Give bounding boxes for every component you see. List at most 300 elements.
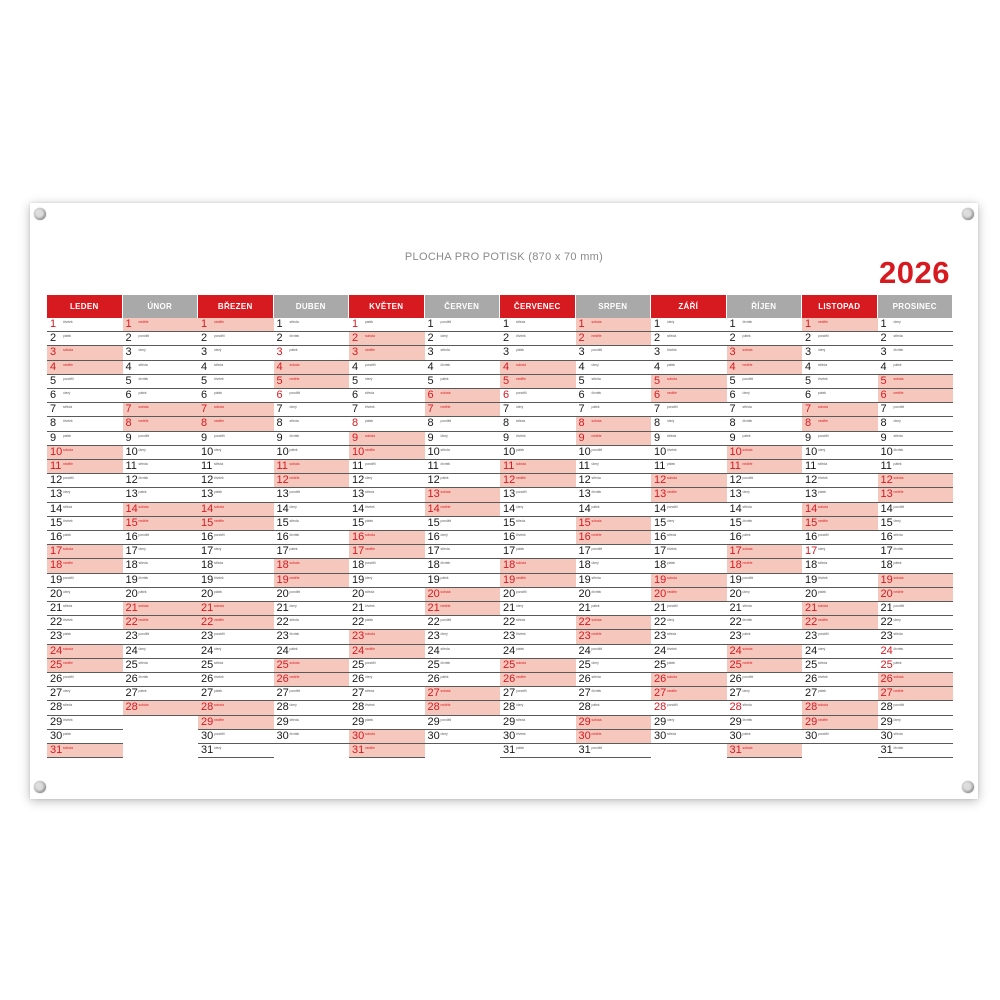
- day-number: 18: [427, 559, 440, 572]
- weekday-name: sobota: [138, 504, 149, 509]
- weekday-name: neděle: [591, 533, 602, 537]
- day-row: [802, 616, 878, 630]
- day-row: [198, 375, 274, 389]
- day-row: [198, 446, 274, 460]
- weekday-name: pátek: [516, 447, 525, 452]
- weekday-name: středa: [289, 618, 299, 623]
- day-number: 1: [427, 318, 434, 330]
- day-number: 20: [201, 587, 214, 600]
- day-number: 25: [201, 658, 214, 671]
- day-row: [47, 361, 123, 375]
- day-row: [198, 332, 274, 346]
- weekday-name: středa: [214, 362, 224, 367]
- day-number: 6: [50, 389, 57, 401]
- weekday-name: neděle: [289, 675, 300, 679]
- day-row: [727, 730, 803, 744]
- weekday-name: úterý: [516, 504, 524, 509]
- weekday-name: neděle: [667, 689, 677, 694]
- day-number: 23: [880, 630, 893, 643]
- day-number: 19: [729, 573, 742, 586]
- day-number: 9: [125, 431, 132, 444]
- day-number: 20: [427, 587, 440, 600]
- day-row: [47, 687, 123, 701]
- weekday-name: čtvrtek: [63, 618, 73, 623]
- day-number: 9: [50, 431, 57, 444]
- day-row: [576, 517, 652, 531]
- day-row: [123, 432, 199, 446]
- day-number: 9: [578, 431, 585, 444]
- weekday-name: pondělí: [893, 504, 905, 509]
- day-number: 8: [880, 417, 887, 430]
- weekday-name: neděle: [516, 476, 526, 481]
- month-column: [878, 295, 954, 761]
- weekday-name: pátek: [591, 504, 600, 509]
- weekday-name: pátek: [214, 490, 223, 495]
- day-row: [123, 687, 199, 701]
- day-row: [651, 332, 727, 346]
- weekday-name: čtvrtek: [893, 646, 904, 651]
- day-row: [802, 588, 878, 602]
- day-row: [651, 361, 727, 375]
- day-number: 9: [503, 431, 510, 444]
- weekday-name: pondělí: [440, 518, 452, 523]
- day-row: [198, 474, 274, 488]
- day-number: 21: [880, 602, 893, 614]
- day-number: 2: [50, 332, 57, 345]
- day-row: [576, 460, 652, 474]
- day-row: [878, 432, 954, 446]
- day-row: [651, 616, 727, 630]
- day-row: [500, 375, 576, 389]
- day-number: 2: [352, 332, 359, 345]
- day-row: [123, 488, 199, 502]
- day-row: [47, 517, 123, 531]
- day-row: [274, 517, 350, 531]
- day-row: [651, 403, 727, 417]
- day-number: 25: [50, 658, 63, 671]
- month-header: SRPEN: [576, 295, 652, 318]
- day-row: [274, 503, 350, 517]
- day-number: 28: [654, 701, 667, 714]
- weekday-name: úterý: [440, 334, 448, 339]
- day-row: [878, 446, 954, 460]
- day-row: [651, 375, 727, 389]
- day-number: 6: [729, 389, 736, 401]
- day-number: 27: [427, 687, 440, 700]
- day-number: 25: [729, 658, 742, 671]
- day-row: [500, 361, 576, 375]
- weekday-name: čtvrtek: [440, 561, 451, 566]
- day-number: 6: [503, 389, 510, 401]
- day-number: 20: [352, 587, 365, 600]
- day-number: 25: [276, 658, 289, 671]
- day-row: [651, 659, 727, 673]
- day-number: 18: [503, 559, 516, 572]
- day-number: 29: [578, 715, 591, 728]
- day-row: [425, 346, 501, 360]
- day-number: 5: [50, 374, 57, 387]
- weekday-name: neděle: [667, 391, 677, 395]
- weekday-name: středa: [818, 462, 828, 466]
- day-number: 5: [880, 374, 887, 387]
- weekday-name: čtvrtek: [667, 348, 677, 353]
- month-header: ŘÍJEN: [727, 295, 803, 318]
- weekday-name: pátek: [818, 490, 827, 495]
- day-number: 11: [125, 460, 137, 472]
- day-number: 18: [352, 559, 365, 572]
- weekday-name: sobota: [893, 575, 904, 580]
- day-row: [425, 630, 501, 644]
- weekday-name: středa: [214, 561, 224, 566]
- weekday-name: sobota: [742, 547, 753, 552]
- day-row: [198, 403, 274, 417]
- day-row: [123, 545, 199, 559]
- weekday-name: úterý: [667, 518, 675, 523]
- day-row: [425, 503, 501, 517]
- day-number: 28: [729, 701, 742, 714]
- day-row: [198, 673, 274, 687]
- weekday-name: sobota: [365, 433, 375, 438]
- weekday-name: pátek: [440, 675, 449, 679]
- day-number: 15: [427, 516, 440, 529]
- day-number: 10: [427, 445, 440, 458]
- day-row: [123, 346, 199, 360]
- day-row: [123, 389, 199, 403]
- day-row: [198, 517, 274, 531]
- weekday-name: pátek: [289, 348, 298, 353]
- weekday-name: středa: [440, 646, 450, 651]
- day-row: [123, 673, 199, 687]
- day-number: 30: [503, 729, 516, 742]
- weekday-name: čtvrtek: [365, 504, 375, 509]
- day-row: [500, 559, 576, 573]
- day-row: [500, 588, 576, 602]
- weekday-name: čtvrtek: [516, 334, 526, 339]
- weekday-name: pátek: [138, 391, 147, 395]
- day-row: [349, 630, 425, 644]
- day-row: [576, 545, 652, 559]
- day-number: 24: [427, 644, 440, 657]
- day-row: [576, 687, 652, 701]
- day-row: [802, 602, 878, 616]
- day-row: [425, 687, 501, 701]
- day-number: 3: [503, 346, 510, 359]
- day-row: [878, 574, 954, 588]
- weekday-name: úterý: [818, 447, 826, 452]
- day-number: 29: [805, 715, 818, 728]
- day-number: 19: [50, 573, 63, 586]
- day-number: 9: [276, 431, 283, 444]
- day-row: [274, 559, 350, 573]
- day-row: [878, 460, 954, 474]
- day-row: [500, 503, 576, 517]
- day-row: [802, 318, 878, 332]
- weekday-name: pondělí: [893, 604, 905, 608]
- day-number: 22: [427, 616, 440, 629]
- day-number: 14: [50, 502, 63, 515]
- weekday-name: úterý: [742, 589, 750, 594]
- weekday-name: sobota: [893, 476, 904, 481]
- day-number: 22: [50, 616, 63, 629]
- day-number: 4: [654, 360, 661, 373]
- day-row: [802, 417, 878, 431]
- day-number: 4: [880, 360, 887, 373]
- day-number: 12: [125, 474, 138, 487]
- weekday-name: středa: [591, 575, 601, 580]
- day-number: 21: [729, 602, 742, 614]
- day-row: [274, 616, 350, 630]
- day-number: 6: [654, 389, 661, 401]
- weekday-name: sobota: [742, 348, 753, 353]
- day-row: [651, 701, 727, 715]
- day-row: [727, 559, 803, 573]
- day-row: [878, 701, 954, 715]
- day-row: [576, 744, 652, 758]
- day-row: [425, 616, 501, 630]
- month-column: [651, 295, 727, 761]
- day-number: 20: [880, 587, 893, 600]
- month-column: [123, 295, 199, 761]
- day-number: 5: [427, 374, 434, 387]
- weekday-name: sobota: [742, 447, 753, 452]
- day-number: 20: [578, 587, 591, 600]
- weekday-name: pondělí: [365, 462, 376, 466]
- day-row: [878, 389, 954, 403]
- weekday-name: středa: [516, 518, 526, 523]
- weekday-name: neděle: [818, 717, 828, 722]
- weekday-name: pátek: [440, 575, 449, 580]
- weekday-name: neděle: [516, 675, 526, 679]
- day-number: 2: [276, 332, 283, 345]
- day-row: [425, 659, 501, 673]
- day-number: 11: [503, 460, 515, 472]
- day-row: [651, 716, 727, 730]
- day-row: [576, 701, 652, 715]
- day-number: 9: [880, 431, 887, 444]
- weekday-name: pondělí: [667, 703, 678, 708]
- weekday-name: pondělí: [138, 632, 150, 637]
- day-row: [500, 318, 576, 332]
- day-number: 16: [352, 531, 365, 543]
- day-row: [425, 730, 501, 744]
- day-number: 23: [125, 630, 138, 643]
- weekday-name: sobota: [667, 575, 677, 580]
- day-number: 26: [50, 673, 63, 685]
- day-row: [198, 432, 274, 446]
- weekday-name: pondělí: [365, 660, 376, 665]
- weekday-name: úterý: [214, 447, 222, 452]
- day-number: 9: [805, 431, 812, 444]
- day-number: 2: [729, 332, 736, 345]
- day-row: [123, 517, 199, 531]
- day-row: [651, 730, 727, 744]
- weekday-name: úterý: [893, 320, 901, 324]
- day-number: 14: [427, 502, 440, 515]
- day-row: [198, 460, 274, 474]
- weekday-name: neděle: [818, 320, 828, 324]
- day-row: [576, 432, 652, 446]
- day-number: 26: [805, 673, 818, 685]
- day-row: [349, 403, 425, 417]
- day-row: [123, 318, 199, 332]
- weekday-name: neděle: [365, 547, 375, 552]
- weekday-name: pátek: [516, 348, 525, 353]
- weekday-name: pondělí: [63, 575, 74, 580]
- day-row: [349, 474, 425, 488]
- day-row: [425, 446, 501, 460]
- month-header: ČERVEN: [425, 295, 501, 318]
- weekday-name: sobota: [516, 660, 526, 665]
- weekday-name: sobota: [63, 547, 73, 552]
- month-header: KVĚTEN: [349, 295, 425, 318]
- day-row: [576, 630, 652, 644]
- day-number: 22: [805, 616, 818, 629]
- day-row: [878, 503, 954, 517]
- day-number: 20: [125, 587, 138, 600]
- weekday-name: pondělí: [365, 362, 376, 367]
- weekday-name: pondělí: [289, 589, 301, 594]
- weekday-name: úterý: [138, 646, 146, 651]
- day-row: [47, 460, 123, 474]
- day-row: [198, 318, 274, 332]
- day-number: 14: [729, 502, 742, 515]
- weekday-name: čtvrtek: [818, 376, 828, 381]
- day-row: [47, 574, 123, 588]
- day-row: [47, 588, 123, 602]
- day-row: [727, 361, 803, 375]
- day-number: 10: [503, 445, 516, 458]
- day-row: [802, 687, 878, 701]
- day-row: [47, 673, 123, 687]
- weekday-name: čtvrtek: [742, 320, 753, 324]
- day-number: 17: [805, 545, 818, 558]
- day-row: [878, 616, 954, 630]
- day-number: 31: [880, 744, 893, 756]
- weekday-name: pondělí: [591, 447, 603, 452]
- day-row: [198, 602, 274, 616]
- day-number: 29: [729, 715, 742, 728]
- day-row: [123, 531, 199, 545]
- day-number: 8: [578, 417, 585, 430]
- day-row: [274, 659, 350, 673]
- day-number: 19: [427, 573, 440, 586]
- day-number: 29: [654, 715, 667, 728]
- weekday-name: úterý: [289, 604, 297, 608]
- day-row: [500, 701, 576, 715]
- weekday-name: neděle: [214, 618, 224, 623]
- day-row: [198, 545, 274, 559]
- day-number: 16: [125, 531, 138, 543]
- weekday-name: pondělí: [214, 533, 225, 537]
- day-number: 7: [276, 403, 283, 416]
- weekday-name: neděle: [516, 376, 526, 381]
- weekday-name: pátek: [138, 490, 147, 495]
- weekday-name: sobota: [893, 675, 904, 679]
- day-number: 15: [352, 516, 365, 529]
- weekday-name: pondělí: [440, 717, 452, 722]
- day-number: 3: [352, 346, 359, 359]
- day-row: [198, 630, 274, 644]
- day-number: 17: [352, 545, 365, 558]
- day-number: 7: [729, 403, 736, 416]
- month-header: LISTOPAD: [802, 295, 878, 318]
- weekday-name: čtvrtek: [516, 632, 526, 637]
- weekday-name: sobota: [365, 533, 375, 537]
- day-row: [651, 673, 727, 687]
- weekday-name: čtvrtek: [893, 547, 904, 552]
- day-number: 26: [427, 673, 440, 685]
- day-number: 3: [880, 346, 887, 359]
- weekday-name: neděle: [893, 490, 904, 495]
- weekday-name: čtvrtek: [516, 433, 526, 438]
- day-number: 7: [503, 403, 510, 416]
- weekday-name: čtvrtek: [591, 589, 602, 594]
- day-number: 1: [352, 318, 359, 330]
- day-row: [727, 616, 803, 630]
- day-number: 11: [276, 460, 288, 472]
- day-row: [651, 346, 727, 360]
- day-number: 28: [125, 701, 138, 714]
- day-number: 31: [352, 744, 365, 756]
- weekday-name: středa: [591, 675, 601, 679]
- day-row: [576, 531, 652, 545]
- weekday-name: pondělí: [818, 731, 829, 736]
- day-number: 13: [50, 488, 63, 501]
- month-header: LEDEN: [47, 295, 123, 318]
- day-number: 11: [880, 460, 892, 472]
- day-row: [878, 673, 954, 687]
- day-row: [727, 744, 803, 758]
- day-row: [198, 744, 274, 758]
- weekday-name: úterý: [818, 348, 826, 353]
- day-row: [349, 602, 425, 616]
- day-row: [802, 446, 878, 460]
- day-number: 13: [729, 488, 742, 501]
- weekday-name: úterý: [138, 547, 146, 552]
- day-number: 8: [352, 417, 359, 430]
- day-number: 1: [578, 318, 585, 330]
- weekday-name: pondělí: [818, 334, 829, 339]
- weekday-name: středa: [63, 504, 73, 509]
- day-row: [802, 559, 878, 573]
- day-number: 28: [578, 701, 591, 714]
- weekday-name: pondělí: [289, 490, 301, 495]
- day-number: 16: [427, 531, 440, 543]
- weekday-name: středa: [365, 589, 375, 594]
- day-number: 10: [352, 445, 365, 458]
- day-number: 15: [805, 516, 818, 529]
- day-row: [274, 716, 350, 730]
- day-row: [576, 417, 652, 431]
- day-number: 17: [50, 545, 63, 558]
- day-row: [47, 346, 123, 360]
- day-number: 14: [578, 502, 591, 515]
- weekday-name: sobota: [591, 518, 602, 523]
- month-column: [425, 295, 501, 761]
- weekday-name: úterý: [742, 391, 750, 395]
- weekday-name: pátek: [667, 561, 676, 566]
- day-row: [802, 716, 878, 730]
- day-row: [47, 744, 123, 758]
- day-row: [651, 602, 727, 616]
- weekday-name: neděle: [818, 518, 828, 523]
- day-row: [651, 531, 727, 545]
- weekday-name: pátek: [591, 604, 600, 608]
- weekday-name: čtvrtek: [138, 575, 149, 580]
- weekday-name: středa: [63, 604, 73, 608]
- day-number: 5: [578, 374, 585, 387]
- weekday-name: středa: [214, 462, 224, 466]
